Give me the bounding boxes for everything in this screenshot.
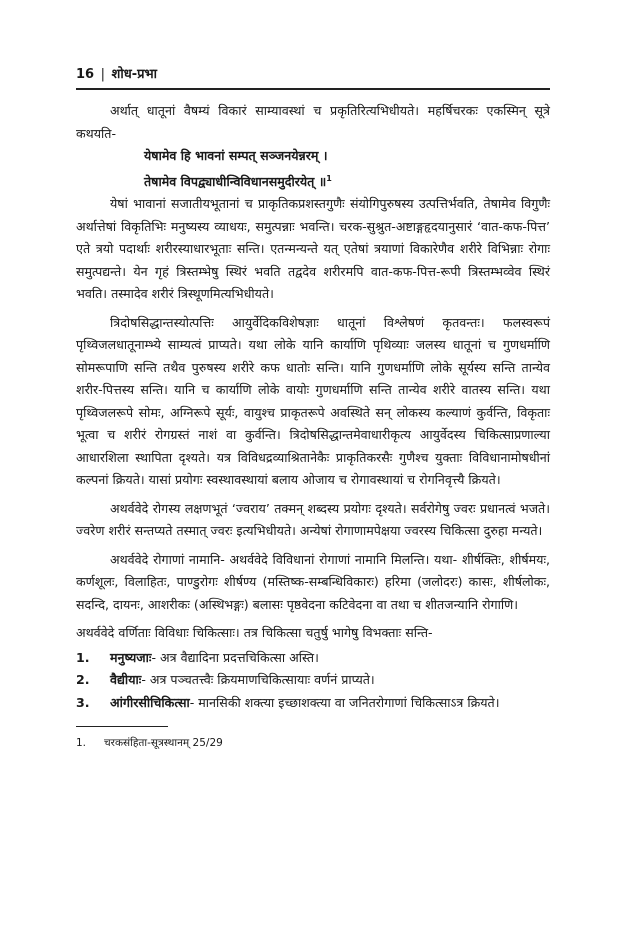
footnote-text: चरकसंहिता-सूत्रस्थानम् 25/29 — [104, 737, 223, 750]
verse-line-1: येषामेव हि भावनां सम्पत् सञ्जनयेन्नरम् । — [144, 148, 328, 163]
list-term: मनुष्यजाः — [110, 649, 152, 665]
list-number: 1. — [76, 649, 90, 665]
list-item — [76, 692, 550, 715]
paragraph-3: त्रिदोषसिद्धान्तस्योत्पत्तिः आयुर्वेदिकविशेषज्ञाः धातूनां विश्लेषणं कृतवन्तः। फलस्वरूपं पृथ्विजलधातूनाम्भ्ये साम्यत्वं प्राप्यते। यथा लोके यानि कार्याणि पृथिव्याः जलस्य धातूनां च गुणधर्माणि सोमरूपाणि सन्ति तथैव पुरुषस्य शरीरे कफ धातोः सन्ति। यानि गुणधर्माणि लोके सूर्यस्य सन्ति तान्येव शरीर-पित्तस्य सन्ति। यानि च कार्याणि लोके वायोः गुणधर्माणि सन्ति तान्येव शरीरे वातस्य सन्ति। यथा पृथ्विजलरूपे सोमः, अग्निरूपे सूर्यः, वायुश्च प्राकृतरूपे अवस्थिते सन् लोकस्य कल्याणं कुर्वन्ति, विकृताः भूत्वा च शरीरं रोगग्रस्तं नाशं वा कुर्वन्ति। त्रिदोषसिद्धान्तमेवाधारीकृत्य आयुर्वेदस्य चिकित्साप्रणाल्या आधारशिला स्थापिता दृश्यते। यत्र विविधद्रव्याश्रितानेकैः प्राकृतिकरसैः गुणैश्च युक्ताः विविधानामोषधीनां कल्पनां क्रियते। यासां प्रयोगः स्वस्थावस्थायां बलाय ओजाय च रोगावस्थायां च रोगनिवृत्त्यै क्रियते। — [76, 314, 550, 488]
paragraph-1: अर्थात् धातूनां वैषम्यं विकारं साम्यावस्थां च प्रकृतिरित्यभिधीयते। महर्षिचरकः एकस्मिन् सूत्रे कथयति- — [76, 103, 550, 141]
list-number: 3. — [76, 694, 90, 710]
header-separator: | — [100, 67, 106, 82]
list-term: वैद्यीयाः — [110, 672, 142, 688]
footnote-rule — [76, 726, 168, 727]
list-term: आंगीरसीचिकित्सा — [110, 694, 190, 710]
header-rule — [76, 88, 550, 90]
verse-line-2 — [144, 168, 550, 194]
verse-line-2-text: तेषामेव विपद्व्याधीन्विविधानसमुदीरयेत् — [144, 173, 315, 189]
verse-end-mark: ॥ — [314, 173, 327, 189]
paragraph-2: येषां भावानां सजातीयभूतानां च प्राकृतिकप्रशस्तगुणैः संयोगिपुरुषस्य उत्पत्तिर्भवति, तेषामेव विगुणैः अर्थात्तेषां विकृतिभिः मनुष्यस्य व्याधयः, समुत्पन्नाः भवन्ति। चरक-सुश्रुत-अष्टाङ्गहृदयानुसारं ‘वात-कफ-पित्त’ एते त्रयो पदार्थाः शरीरस्याधारभूताः सन्ति। एतन्मन्यन्ते यत् एतेषां त्रयाणां विकारेणैव शरीरे विभिन्नाः रोगाः समुत्पद्यन्ते। येन गृहं त्रिस्तम्भेषु स्थिरं भवति तद्वदेव शरीरमपि वात-कफ-पित्त-रूपी त्रिस्तम्भव्वेव स्थिरं भवति। तस्मादेव शरीरं त्रिस्थूणमित्यभिधीयते। — [76, 196, 550, 302]
page — [76, 66, 550, 751]
paragraph-6: अथर्ववेदे वर्णिताः विविधाः चिकित्साः। तत्र चिकित्सा चतुर्षु भागेषु विभक्ताः सन्ति- — [76, 625, 433, 641]
footnote-ref-1: 1 — [326, 173, 332, 183]
list-item — [76, 669, 550, 692]
running-title: शोध-प्रभा — [111, 67, 158, 82]
running-header — [76, 66, 550, 84]
paragraph-4: अथर्ववेदे रोगस्य लक्षणभूतं ‘ज्वराय’ तक्मन् शब्दस्य प्रयोगः दृश्यते। सर्वरोगेषु ज्वरः प्रधानत्वं भजते। ज्वरेण शरीरं सन्तप्यते तस्मात् ज्वरः इत्यभिधीयते। अन्येषां रोगाणामपेक्षया ज्वरस्य चिकित्सा दुरुहा मन्यते। — [76, 500, 550, 539]
footnote — [76, 735, 550, 751]
list-item — [76, 647, 550, 670]
page-number: 16 — [76, 67, 95, 82]
treatment-list — [76, 647, 550, 715]
footnote-number: 1. — [76, 737, 87, 750]
paragraph-5: अथर्ववेदे रोगाणां नामानि- अथर्ववेदे विविधानां रोगाणां नामानि मिलन्ति। यथा- शीर्षक्तिः, शीर्षमयः, कर्णशूलः, विलाहितः, पाण्डुरोगः शीर्षण्य (मस्तिष्क-सम्बन्धिविकारः) हरिमा (जलोदरः) कासः, शीर्षलोकः, सदन्दि, दायनः, आशरीकः (अस्थिभङ्गः) बलासः पृष्ठवेदना कटिवेदना वा तथा च शीतजन्यानि रोगाणि। — [76, 551, 550, 612]
list-text: - अत्र वैद्यादिना प्रदत्तचिकित्सा अस्ति। — [151, 649, 319, 665]
list-number: 2. — [76, 672, 90, 688]
list-text: - अत्र पञ्चतत्त्वैः क्रियमाणचिकित्सायाः वर्णनं प्राप्यते। — [141, 672, 375, 688]
list-text: - मानसिकी शक्त्या इच्छाशक्त्या वा जनितरोगाणां चिकित्साऽत्र क्रियते। — [189, 694, 500, 710]
